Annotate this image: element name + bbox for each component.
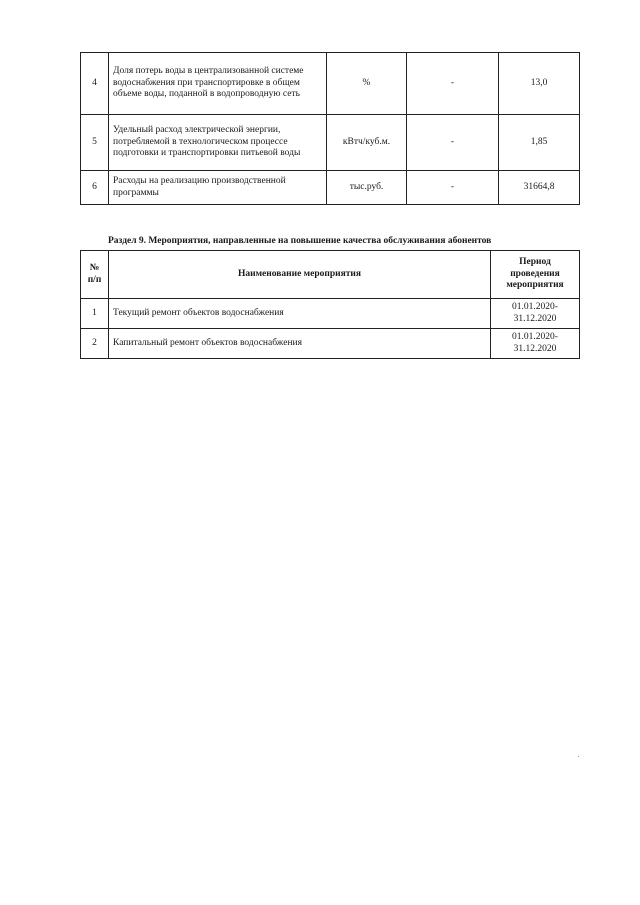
indicator-base-value: -: [407, 171, 499, 205]
table-row: [81, 53, 580, 115]
measure-name: Текущий ремонт объектов водоснабжения: [109, 299, 491, 329]
indicator-unit: %: [327, 53, 407, 115]
indicator-base-value: -: [407, 115, 499, 171]
row-number: 4: [81, 53, 109, 115]
measure-period: 01.01.2020-31.12.2020: [491, 329, 580, 359]
indicator-value: 31664,8: [499, 171, 580, 205]
indicator-value: 13,0: [499, 53, 580, 115]
scan-speck: [578, 756, 579, 757]
indicator-name: Доля потерь воды в централизованной системе водоснабжения при транспортировке в общем объеме воды, поданной в водопроводную сеть: [109, 53, 327, 115]
row-number: 6: [81, 171, 109, 205]
measure-period: 01.01.2020-31.12.2020: [491, 299, 580, 329]
column-header-name: Наименование мероприятия: [109, 251, 491, 299]
row-number: 1: [81, 299, 109, 329]
indicators-table: [80, 52, 580, 205]
table-header-row: [81, 251, 580, 299]
table-row: [81, 171, 580, 205]
indicator-base-value: -: [407, 53, 499, 115]
indicator-value: 1,85: [499, 115, 580, 171]
indicator-name: Расходы на реализацию производственной программы: [109, 171, 327, 205]
measure-name: Капитальный ремонт объектов водоснабжения: [109, 329, 491, 359]
measures-table: [80, 250, 580, 359]
section-title: Раздел 9. Мероприятия, направленные на повышение качества обслуживания абонентов: [108, 236, 492, 246]
column-header-number: № п/п: [81, 251, 109, 299]
table-row: [81, 329, 580, 359]
indicator-unit: кВтч/куб.м.: [327, 115, 407, 171]
indicator-name: Удельный расход электрической энергии, потребляемой в технологическом процессе подготовки и транспортировки питьевой воды: [109, 115, 327, 171]
row-number: 2: [81, 329, 109, 359]
indicator-unit: тыс.руб.: [327, 171, 407, 205]
row-number: 5: [81, 115, 109, 171]
table-row: [81, 299, 580, 329]
column-header-period: Период проведения мероприятия: [491, 251, 580, 299]
table-row: [81, 115, 580, 171]
